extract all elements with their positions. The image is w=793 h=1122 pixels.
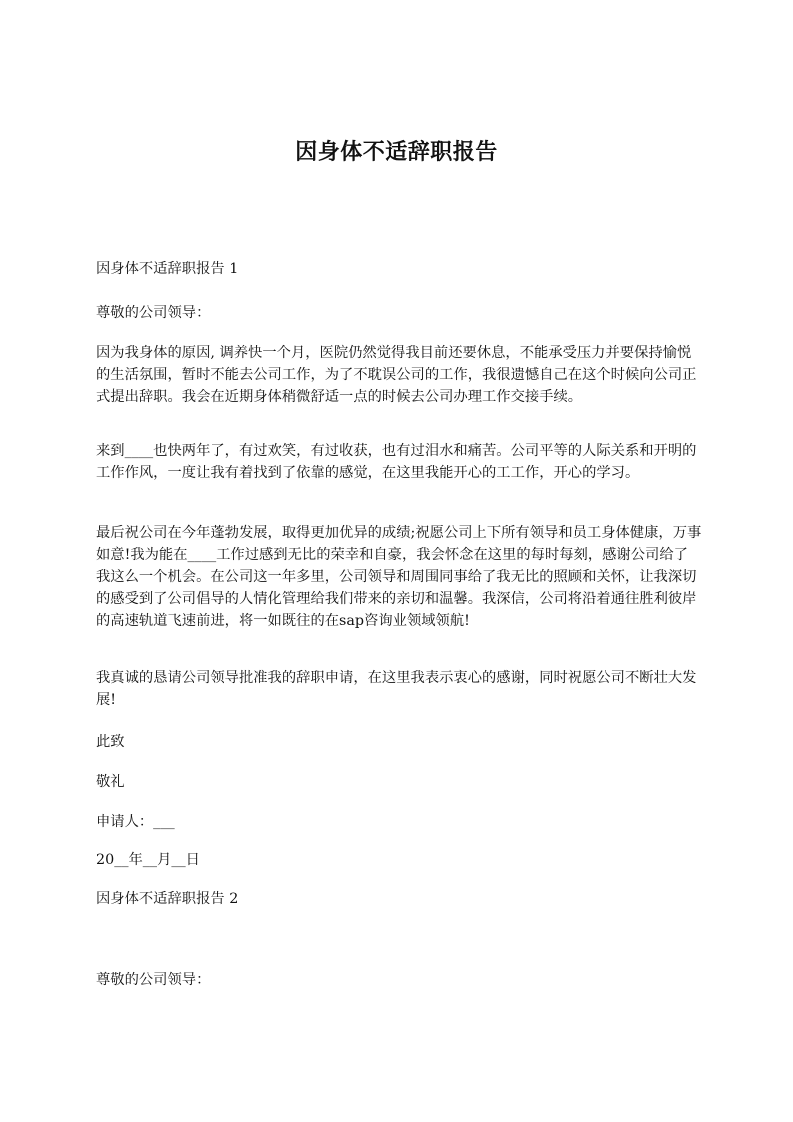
paragraph-request: 我真诚的恳请公司领导批准我的辞职申请，在这里我表示衷心的感谢，同时祝愿公司不断壮大发展! [96,670,697,708]
document-title: 因身体不适辞职报告 [295,140,498,165]
closing-ci-zhi: 此致 [96,734,125,750]
salutation: 尊敬的公司领导： [96,305,211,321]
section-heading-1: 因身体不适辞职报告 1 [96,261,239,277]
closing-jing-li: 敬礼 [96,774,125,790]
applicant-line: 申请人：___ [96,814,175,830]
section-heading-2: 因身体不适辞职报告 2 [96,891,239,907]
salutation-2: 尊敬的公司领导： [96,972,211,988]
paragraph-health-reason: 因为我身体的原因, 调养快一个月，医院仍然觉得我目前还要休息，不能承受压力并要保持愉悦的生活氛围，暂时不能去公司工作，为了不耽误公司的工作，我很遗憾自己在这个时候向公司正式提出辞职。我会在近期身体稍微舒适一点的时候去公司办理工作交接手续。 [96,345,697,405]
paragraph-experience: 来到____也快两年了，有过欢笑，有过收获，也有过泪水和痛苦。公司平等的人际关系和开明的工作作风，一度让我有着找到了依靠的感觉，在这里我能开心的工工作，开心的学习。 [96,443,697,481]
paragraph-wishes: 最后祝公司在今年蓬勃发展，取得更加优异的成绩;祝愿公司上下所有领导和员工身体健康，万事如意!我为能在____工作过感到无比的荣幸和自豪，我会怀念在这里的每时每刻，感谢公司给了我这么一个机会。在公司这一年多里，公司领导和周围同事给了我无比的照顾和关怀，让我深切的感受到了公司倡导的人情化管理给我们带来的亲切和温馨。我深信，公司将沿着通往胜利彼岸的高速轨道飞速前进，将一如既往的在sap咨询业领域领航! [96,525,702,629]
date-line: 20__年__月__日 [96,852,200,868]
